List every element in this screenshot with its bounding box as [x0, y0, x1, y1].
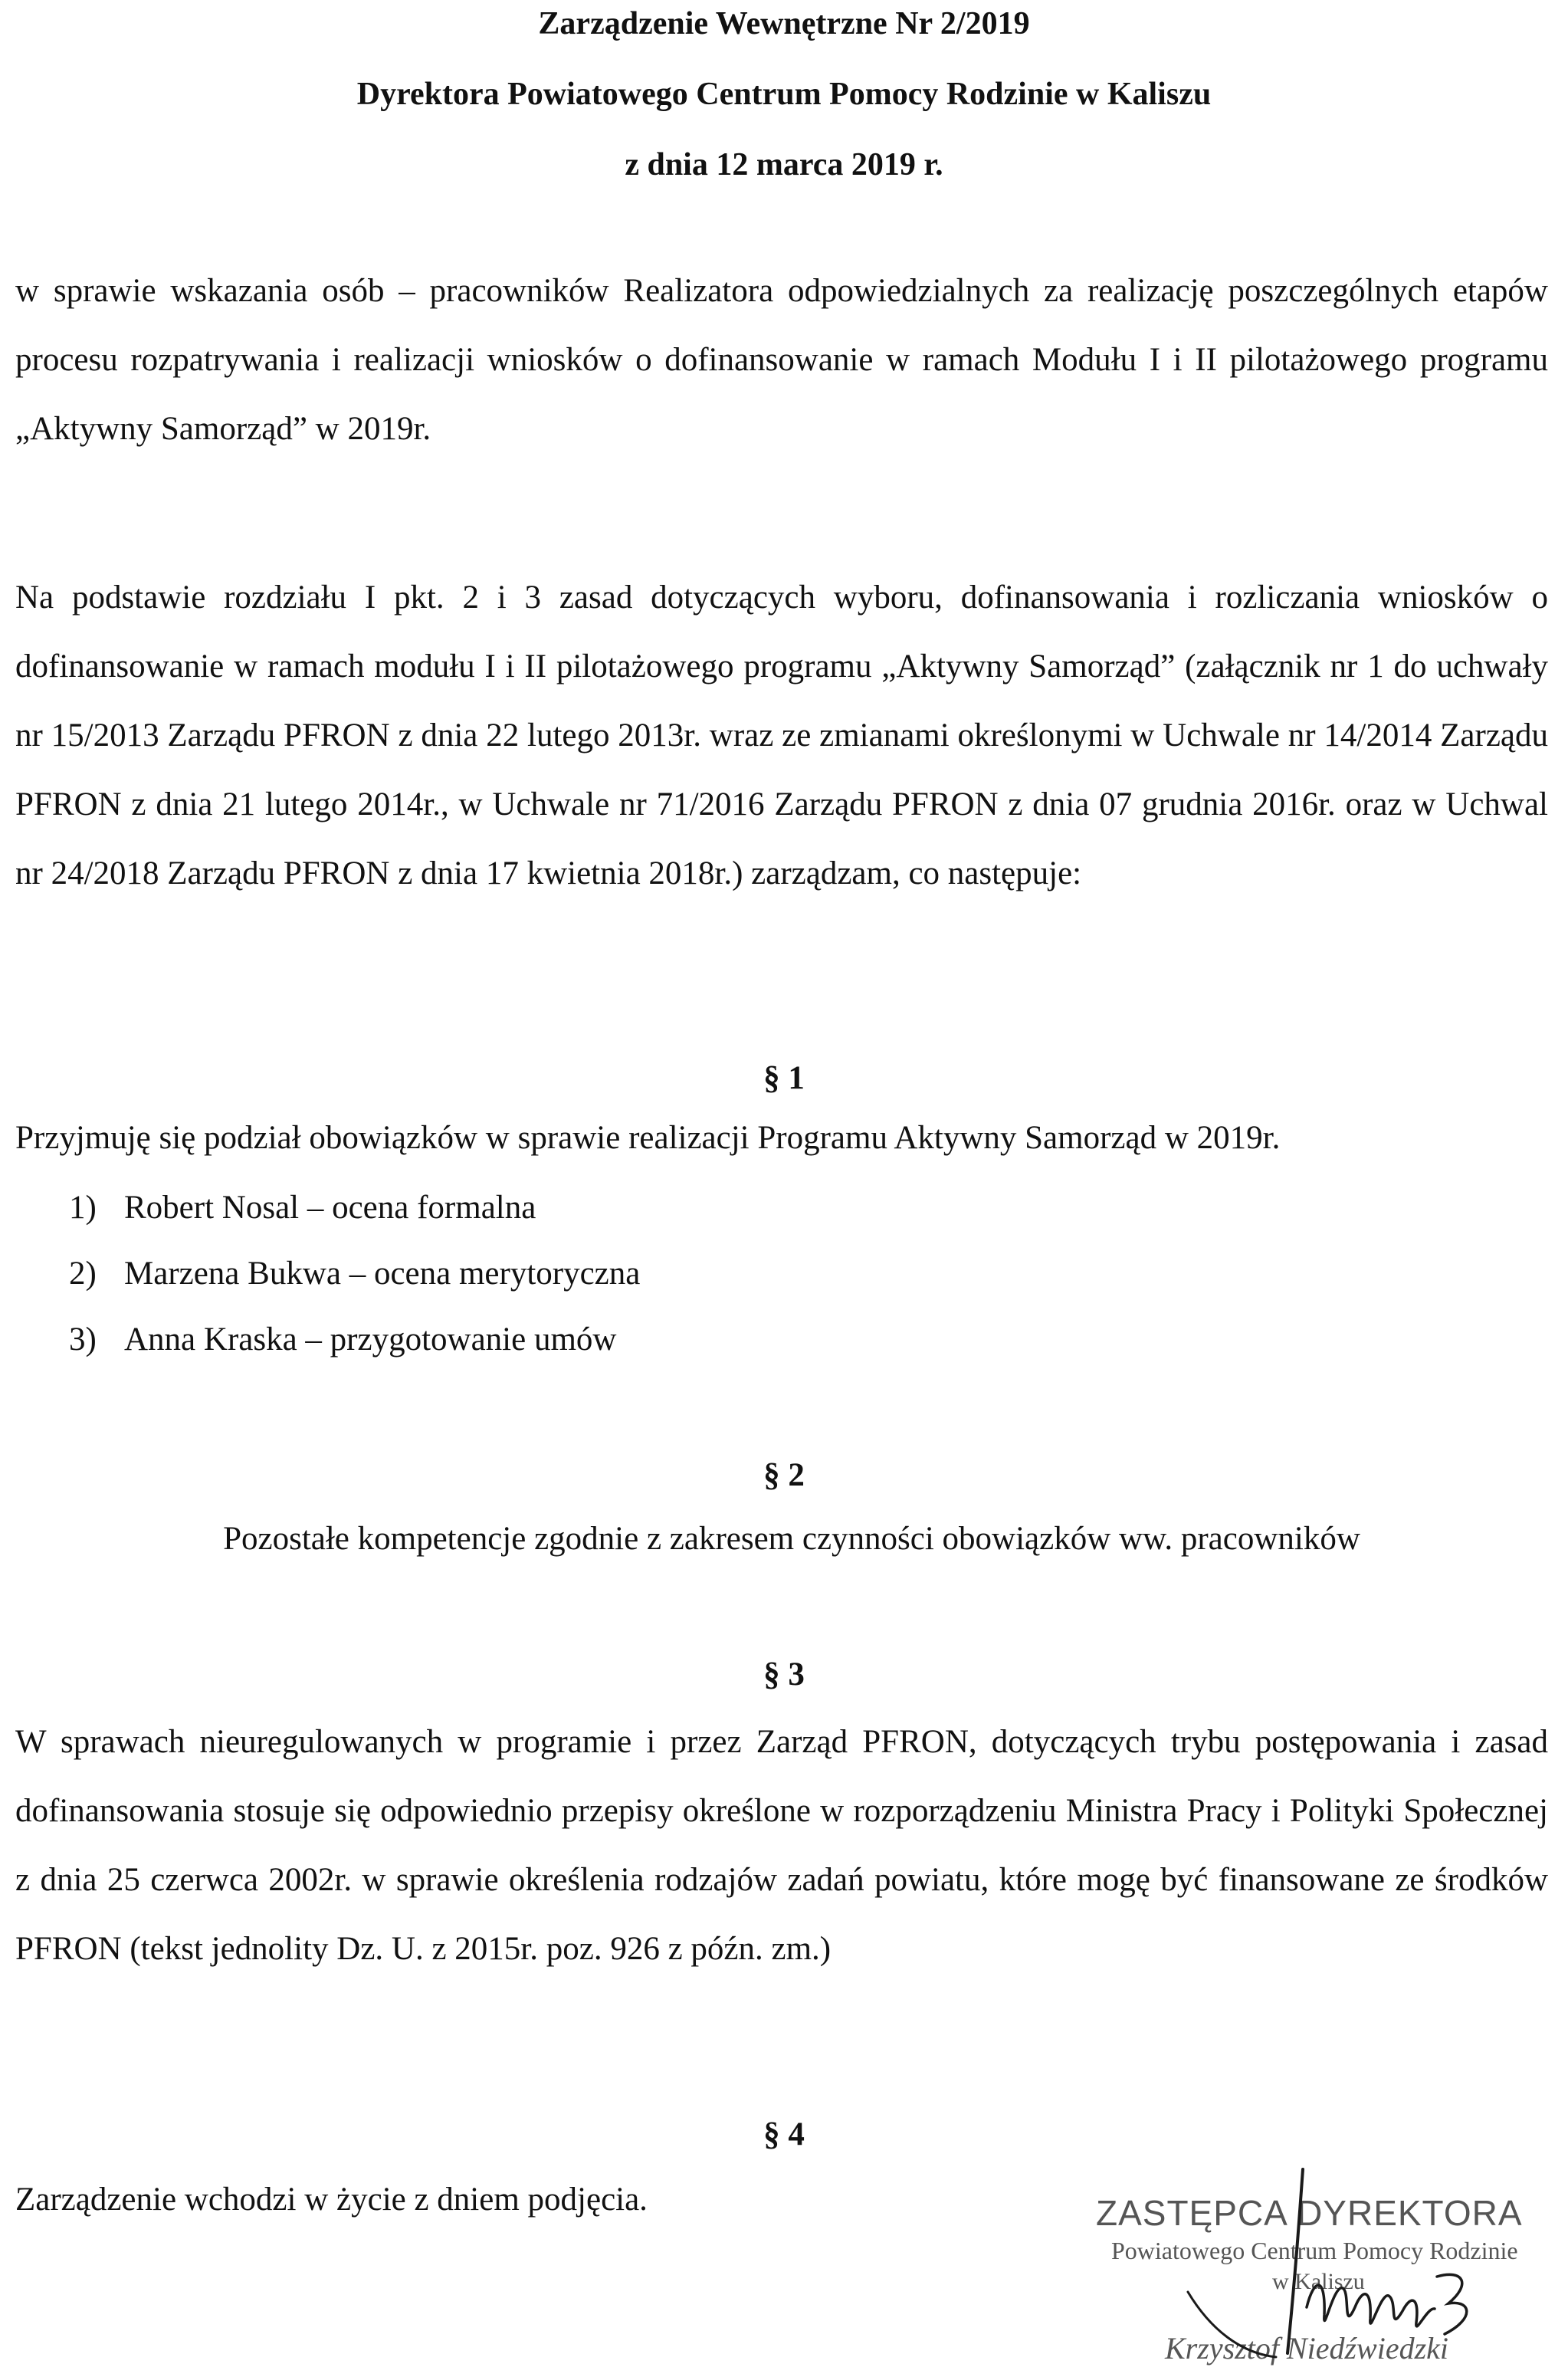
section-3-text: W sprawach nieuregulowanych w programie i przez Zarząd PFRON, dotyczących trybu postępowania i zasad dofinansowania stosuje się odpowiednio przepisy określone w rozporządzeniu Ministra Pracy i Polityki Społecznej z dnia 25 czerwca 2002r. w sprawie określenia rodzajów zadań powiatu, które mogę być finansowane ze środków PFRON (tekst jednolity Dz. U. z 2015r. poz. 926 z późn. zm.) [15, 1724, 1548, 1967]
stamp-city: w Kaliszu [1272, 2269, 1365, 2294]
duties-list [69, 1175, 1448, 1373]
section-4-text: Zarządzenie wchodzi w życie z dniem podjęcia. [15, 2182, 648, 2218]
order-title: Zarządzenie Wewnętrzne Nr 2/2019 [538, 6, 1030, 41]
stamp-title: ZASTĘPCA DYREKTORA [1096, 2193, 1523, 2233]
section-1-mark: § 1 [763, 1060, 805, 1096]
list-item: 2) Marzena Bukwa – ocena merytoryczna [69, 1256, 641, 1292]
section-2-text: Pozostałe kompetencje zgodnie z zakresem czynności obowiązków ww. pracowników [223, 1521, 1360, 1557]
list-item: 3) Anna Kraska – przygotowanie umów [69, 1321, 617, 1358]
order-date: z dnia 12 marca 2019 r. [625, 147, 943, 182]
order-issuer: Dyrektora Powiatowego Centrum Pomocy Rodzinie w Kaliszu [356, 77, 1212, 112]
section-2-mark: § 2 [763, 1457, 805, 1493]
stamp-name: Krzysztof Niedźwiedzki [1165, 2331, 1449, 2366]
section-3-mark: § 3 [763, 1656, 805, 1692]
section-4-mark: § 4 [763, 2116, 805, 2152]
handwritten-signature [1142, 2162, 1540, 2369]
legal-basis-paragraph: Na podstawie rozdziału I pkt. 2 i 3 zasad dotyczących wyboru, dofinansowania i rozliczania wniosków o dofinansowanie w ramach modułu I i II pilotażowego programu „Aktywny Samorząd” (załącznik nr 1 do uchwały nr 15/2013 Zarządu PFRON z dnia 22 lutego 2013r. wraz ze zmianami określonymi w Uchwale nr 14/2014 Zarządu PFRON z dnia 21 lutego 2014r., w Uchwale nr 71/2016 Zarządu PFRON z dnia 07 grudnia 2016r. oraz w Uchwal nr 24/2018 Zarządu PFRON z dnia 17 kwietnia 2018r.) zarządzam, co następuje: [15, 579, 1548, 891]
subject-paragraph: w sprawie wskazania osób – pracowników Realizatora odpowiedzialnych za realizację poszczególnych etapów procesu rozpatrywania i realizacji wniosków o dofinansowanie w ramach Modułu I i II pilotażowego programu „Aktywny Samorząd” w 2019r. [15, 273, 1548, 447]
stamp-institution: Powiatowego Centrum Pomocy Rodzinie [1111, 2237, 1518, 2264]
list-item: 1) Robert Nosal – ocena formalna [69, 1190, 536, 1226]
section-1-text: Przyjmuję się podział obowiązków w sprawie realizacji Programu Aktywny Samorząd w 2019r. [15, 1120, 1281, 1156]
